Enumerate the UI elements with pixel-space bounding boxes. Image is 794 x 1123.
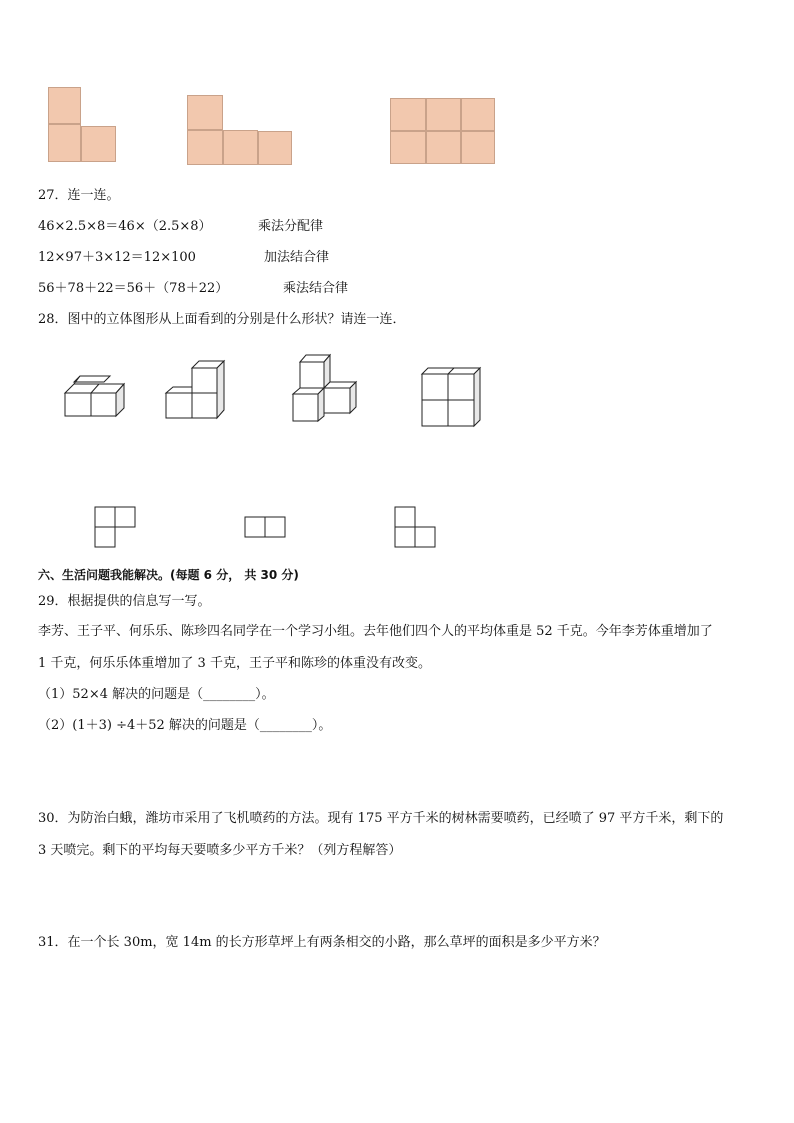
q29-info-line-1: 李芳、王子平、何乐乐、陈珍四名同学在一个学习小组。去年他们四个人的平均体重是 52 千克。今年李芳体重增加了 — [38, 624, 713, 639]
q27-law-3: 乘法结合律 — [283, 281, 349, 296]
q27-expression-1: 46×2.5×8＝46×（2.5×8） — [38, 219, 212, 234]
top-view-3 — [394, 506, 436, 548]
tile — [461, 98, 495, 131]
solid-figure-3 — [292, 354, 360, 424]
q29-info-line-2: 1 千克，何乐乐体重增加了 3 千克，王子平和陈珍的体重没有改变。 — [38, 656, 431, 671]
q27-expression-2: 12×97＋3×12＝12×100 — [38, 250, 196, 265]
q29-title: 29．根据提供的信息写一写。 — [38, 594, 211, 609]
solid-figure-4 — [420, 366, 482, 428]
q27-law-2: 加法结合律 — [264, 250, 330, 265]
tile — [461, 131, 495, 164]
q27-law-1: 乘法分配律 — [258, 219, 324, 234]
q30-line-2: 3 天喷完。剩下的平均每天要喷多少平方千米？（列方程解答） — [38, 843, 402, 858]
top-view-1 — [94, 506, 136, 548]
q27-title: 27．连一连。 — [38, 188, 120, 203]
q29-subquestion-1: （1）52×4 解决的问题是（________）。 — [38, 687, 275, 702]
tile — [48, 87, 81, 124]
tile — [258, 131, 292, 165]
tile — [81, 126, 116, 162]
q30-line-1: 30．为防治白蛾，潍坊市采用了飞机喷药的方法。现有 175 平方千米的树林需要喷药，已经喷了 97 平方千米，剩下的 — [38, 811, 724, 826]
tile — [187, 95, 223, 130]
tile — [390, 98, 426, 131]
tile — [48, 124, 81, 162]
q28-title: 28．图中的立体图形从上面看到的分别是什么形状？请连一连． — [38, 312, 406, 327]
solid-figure-1 — [64, 372, 126, 418]
tile — [223, 130, 258, 165]
q27-expression-3: 56＋78＋22＝56＋（78＋22） — [38, 281, 229, 296]
tile — [187, 130, 223, 165]
solid-figure-2 — [165, 360, 227, 420]
tile — [426, 98, 461, 131]
section-title: 六、生活问题我能解决。(每题 6 分， 共 30 分) — [38, 568, 299, 582]
top-view-2 — [244, 516, 286, 538]
tile — [426, 131, 461, 164]
q29-subquestion-2: （2）(1＋3) ÷4＋52 解决的问题是（________）。 — [38, 718, 332, 733]
q31-text: 31．在一个长 30m，宽 14m 的长方形草坪上有两条相交的小路，那么草坪的面积是多少平方米？ — [38, 935, 606, 950]
tile — [390, 131, 426, 164]
